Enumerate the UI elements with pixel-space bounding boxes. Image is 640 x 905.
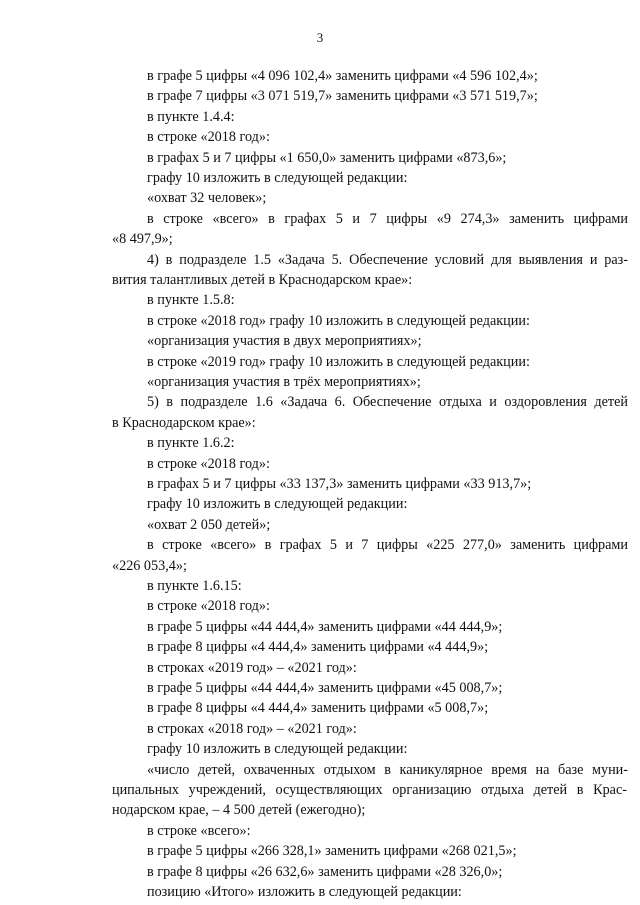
- text-line: в строке «всего» в графах 5 и 7 цифры «9 274,3» заменить цифрами: [147, 211, 628, 227]
- text-line: в графах 5 и 7 цифры «1 650,0» заменить цифрами «873,6»;: [147, 150, 507, 166]
- text-line: позицию «Итого» изложить в следующей редакции:: [147, 884, 462, 900]
- text-line: в графе 5 цифры «266 328,1» заменить цифрами «268 021,5»;: [147, 843, 517, 859]
- text-line: графу 10 изложить в следующей редакции:: [147, 741, 408, 757]
- text-line: в строке «2018 год»:: [147, 598, 270, 614]
- text-line: в графе 5 цифры «44 444,4» заменить цифрами «45 008,7»;: [147, 680, 503, 696]
- text-line: «организация участия в двух мероприятиях»;: [147, 333, 422, 349]
- text-line: в графе 8 цифры «4 444,4» заменить цифрами «4 444,9»;: [147, 639, 489, 655]
- text-line: в строках «2018 год» – «2021 год»:: [147, 721, 357, 737]
- text-line: 5) в подразделе 1.6 «Задача 6. Обеспечение отдыха и оздоровления детей: [147, 394, 628, 410]
- text-line: «8 497,9»;: [112, 231, 173, 247]
- text-line: «организация участия в трёх мероприятиях»;: [147, 374, 421, 390]
- text-line: в графе 5 цифры «4 096 102,4» заменить цифрами «4 596 102,4»;: [147, 68, 538, 84]
- page-number: 3: [316, 30, 324, 45]
- text-line: в пункте 1.5.8:: [147, 292, 235, 308]
- text-line: «число детей, охваченных отдыхом в каникулярное время на базе муни-: [147, 762, 628, 778]
- text-line: вития талантливых детей в Краснодарском крае»:: [112, 272, 413, 288]
- text-line: в пункте 1.4.4:: [147, 109, 235, 125]
- text-line: «охват 32 человек»;: [147, 190, 267, 206]
- text-line: «226 053,4»;: [112, 558, 187, 574]
- text-line: в строке «2018 год»:: [147, 456, 270, 472]
- text-line: в строке «всего»:: [147, 823, 251, 839]
- text-line: графу 10 изложить в следующей редакции:: [147, 170, 408, 186]
- text-line: в строке «2019 год» графу 10 изложить в следующей редакции:: [147, 354, 530, 370]
- text-line: 4) в подразделе 1.5 «Задача 5. Обеспечение условий для выявления и раз-: [147, 252, 628, 268]
- text-line: в Краснодарском крае»:: [112, 415, 256, 431]
- text-line: ципальных учреждений, осуществляющих организацию отдыха детей в Крас-: [112, 782, 627, 798]
- text-line: в графе 8 цифры «26 632,6» заменить цифрами «28 326,0»;: [147, 864, 503, 880]
- text-line: в графе 7 цифры «3 071 519,7» заменить цифрами «3 571 519,7»;: [147, 88, 538, 104]
- text-line: в графах 5 и 7 цифры «33 137,3» заменить цифрами «33 913,7»;: [147, 476, 532, 492]
- text-line: нодарском крае, – 4 500 детей (ежегодно);: [112, 802, 366, 818]
- text-line: графу 10 изложить в следующей редакции:: [147, 496, 408, 512]
- text-line: в строке «всего» в графах 5 и 7 цифры «225 277,0» заменить цифрами: [147, 537, 628, 553]
- text-line: «охват 2 050 детей»;: [147, 517, 271, 533]
- text-line: в графе 8 цифры «4 444,4» заменить цифрами «5 008,7»;: [147, 700, 489, 716]
- text-line: в строке «2018 год»:: [147, 129, 270, 145]
- text-line: в графе 5 цифры «44 444,4» заменить цифрами «44 444,9»;: [147, 619, 503, 635]
- text-line: в пункте 1.6.15:: [147, 578, 242, 594]
- text-line: в пункте 1.6.2:: [147, 435, 235, 451]
- text-line: в строке «2018 год» графу 10 изложить в следующей редакции:: [147, 313, 530, 329]
- text-line: в строках «2019 год» – «2021 год»:: [147, 660, 357, 676]
